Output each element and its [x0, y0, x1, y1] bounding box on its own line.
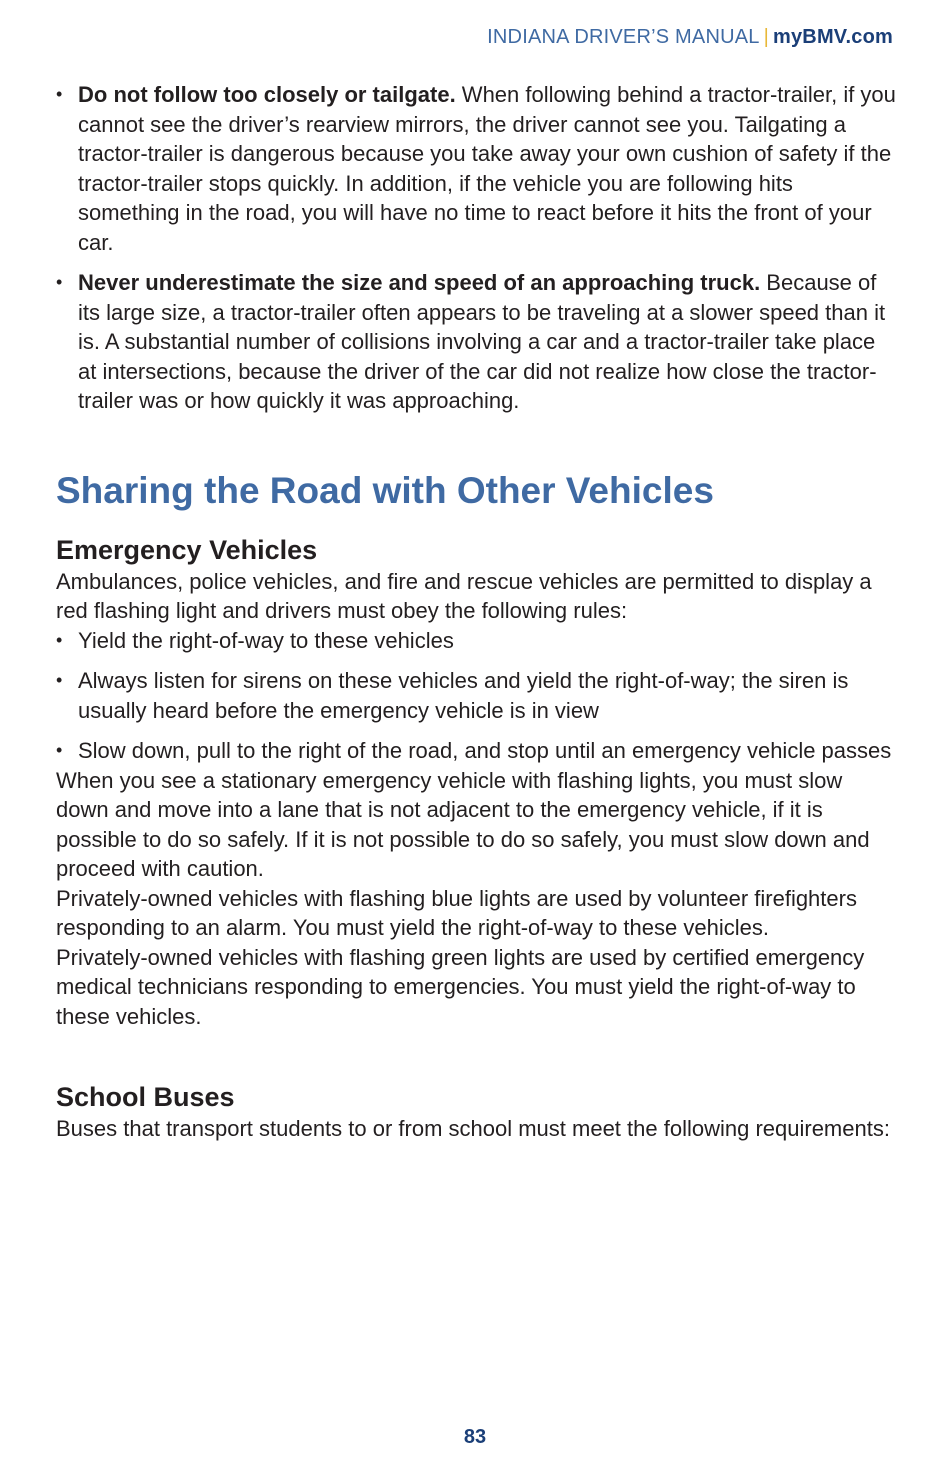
rule-text: Yield the right-of-way to these vehicles: [78, 627, 454, 653]
page-number: 83: [463, 1426, 487, 1448]
site-link[interactable]: myBMV.com: [773, 26, 893, 48]
page-content: [56, 80, 896, 1144]
stationary-vehicle-paragraph: When you see a stationary emergency vehicle with flashing lights, you must slow down and move into a lane that is not adjacent to the emergency vehicle, if it is possible to do so safely. If it is not possible to do so safely, you must slow down and proceed with caution.: [56, 767, 870, 881]
list-item: [56, 268, 896, 416]
truck-tips-list: [56, 80, 896, 416]
bullet-icon: •: [56, 740, 63, 760]
manual-title: INDIANA DRIVER’S MANUAL: [487, 26, 760, 48]
list-item: [56, 626, 896, 656]
bullet-icon: •: [56, 272, 63, 292]
bullet-icon: •: [56, 84, 63, 104]
bullet-icon: •: [56, 629, 63, 650]
emergency-vehicles-heading: Emergency Vehicles: [56, 534, 318, 565]
list-item: [56, 666, 896, 725]
school-buses-heading: School Buses: [56, 1082, 235, 1112]
school-buses-intro: Buses that transport students to or from school must meet the following requirements:: [56, 1116, 890, 1141]
rule-text: Slow down, pull to the right of the road, and stop until an emergency vehicle passes: [78, 738, 892, 763]
running-header: [487, 26, 893, 49]
header-separator: |: [763, 26, 769, 48]
list-item: [56, 736, 896, 766]
tip-lead: Never underestimate the size and speed of an approaching truck.: [78, 270, 761, 295]
blue-lights-paragraph: Privately-owned vehicles with flashing blue lights are used by volunteer firefighters responding to an alarm. You must yield the right-of-way to these vehicles.: [56, 885, 857, 940]
rule-text: Always listen for sirens on these vehicles and yield the right-of-way; the siren is usually heard before the emergency vehicle is in view: [78, 668, 849, 723]
tip-text: Because of its large size, a tractor-trailer often appears to be traveling at a slower speed than it is. A substantial number of collisions involving a car and a tractor-trailer take place at intersections, because the driver of the car did not realize how close the tractor-trailer was or how quickly it was approaching.: [78, 270, 886, 413]
emergency-intro: Ambulances, police vehicles, and fire and rescue vehicles are permitted to display a red flashing light and drivers must obey the following rules:: [56, 568, 872, 623]
green-lights-paragraph: Privately-owned vehicles with flashing green lights are used by certified emergency medical technicians responding to emergencies. You must yield the right-of-way to these vehicles.: [56, 944, 865, 1029]
bullet-icon: •: [56, 670, 63, 690]
tip-lead: Do not follow too closely or tailgate.: [78, 82, 456, 107]
emergency-rules-list: [56, 626, 896, 766]
list-item: [56, 80, 896, 257]
section-title: Sharing the Road with Other Vehicles: [56, 469, 714, 511]
tip-text: When following behind a tractor-trailer, if you cannot see the driver’s rearview mirrors, the driver cannot see you. Tailgating a tractor-trailer is dangerous because you take away your own cushion of safety if the tractor-trailer stops quickly. In addition, if the vehicle you are following hits something in the road, you will have no time to react before it hits the front of your car.: [78, 82, 896, 255]
